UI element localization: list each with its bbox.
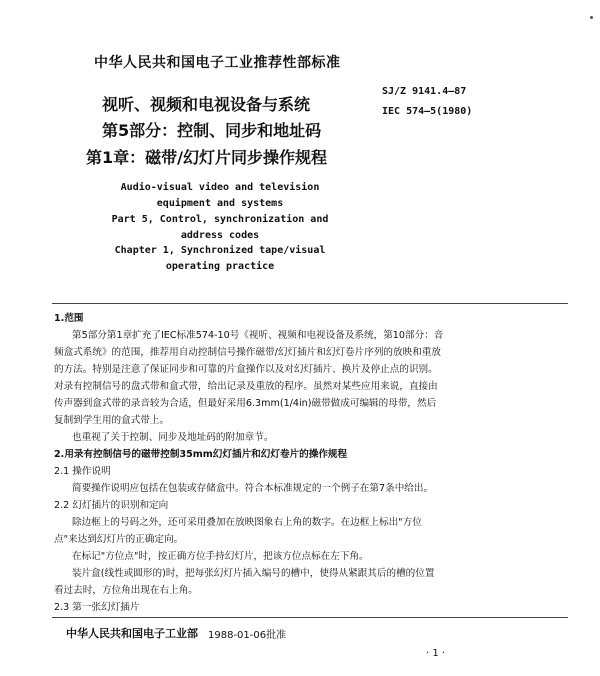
section2-2-p3-line1: 装片盒(线性或圆形的)时，把每张幻灯片插入编号的槽中，使得从紧跟其后的槽的位置 (72, 568, 435, 579)
footer-organization: 中华人民共和国电子工业部 (66, 627, 198, 640)
title-en-line1: Audio-visual video and television (120, 182, 320, 193)
section1-p1-line3: 的方法。特别是注意了保证同步和可靠的片盒操作以及对幻灯插片、换片及停止点的识别。 (54, 364, 438, 375)
section1-p1-line4: 对录有控制信号的盘式带和盒式带，给出记录及重放的程序。虽然对某些应用来说，直接由 (54, 381, 438, 392)
section2-1-heading: 2.1 操作说明 (54, 466, 111, 477)
title-en-line2: equipment and systems (156, 198, 284, 209)
title-en-line3: Part 5, Control, synchronization and (111, 214, 329, 225)
section2-2-p1-line2: 点"来达到幻灯片的正确定向。 (54, 534, 184, 545)
section1-p1-line1: 第5部分第1章扩充了IEC标准574-10号《视听、视频和电视设备及系统，第10部分：音 (72, 330, 444, 341)
title-cn-line2: 第5部分：控制、同步和地址码 (102, 121, 322, 140)
approval-date: 1988-01-06批准 (208, 630, 287, 641)
section2-2-p2: 在标记"方位点"时，按正确方位手持幻灯片，把该方位点标在左下角。 (72, 551, 369, 562)
standard-organization: 中华人民共和国电子工业推荐性部标准 (94, 55, 341, 71)
title-en-line6: operating practice (165, 261, 275, 272)
section2-1-text: 简要操作说明应包括在包装或存储盒中。符合本标准规定的一个例子在第7条中给出。 (72, 483, 434, 494)
section2-2-p3-line2: 看过去时，方位角出现在右上角。 (54, 585, 198, 596)
section1-p1-line6: 复制到学生用的盒式带上。 (54, 415, 170, 426)
section2-heading: 2.用录有控制信号的磁带控制35mm幻灯插片和幻灯卷片的操作规程 (54, 449, 348, 460)
iec-reference: IEC 574—5(1980) (382, 106, 473, 117)
title-en-line5: Chapter 1, Synchronized tape/visual (114, 245, 326, 256)
section2-2-p1-line1: 除边框上的号码之外，还可采用叠加在放映图象右上角的数字。在边框上标出"方位 (72, 517, 422, 528)
section1-p2: 也重视了关于控制、同步及地址码的附加章节。 (72, 432, 274, 443)
section1-heading: 1.范围 (54, 313, 84, 324)
footer-divider (52, 617, 568, 618)
page-number: · 1 · (426, 648, 446, 659)
title-en-line4: address codes (180, 230, 260, 241)
title-cn-line1: 视听、视频和电视设备与系统 (102, 95, 311, 114)
standard-number: SJ/Z 9141.4—87 (382, 86, 467, 97)
section1-p1-line2: 频盒式系统》的范围，推荐用自动控制信号操作磁带/幻灯插片和幻灯卷片序列的放映和重放 (54, 347, 441, 358)
title-cn-line3: 第1章：磁带/幻灯片同步操作规程 (86, 148, 327, 167)
section2-3-heading: 2.3 第一张幻灯插片 (54, 602, 140, 613)
section2-2-heading: 2.2 幻灯插片的识别和定向 (54, 500, 169, 511)
top-divider (52, 303, 568, 304)
scan-speck (590, 16, 593, 19)
section1-p1-line5: 传声器到盒式带的录音较为合适，但最好采用6.3mm(1/4in)磁带做成可编辑的母带，然后 (54, 398, 437, 409)
